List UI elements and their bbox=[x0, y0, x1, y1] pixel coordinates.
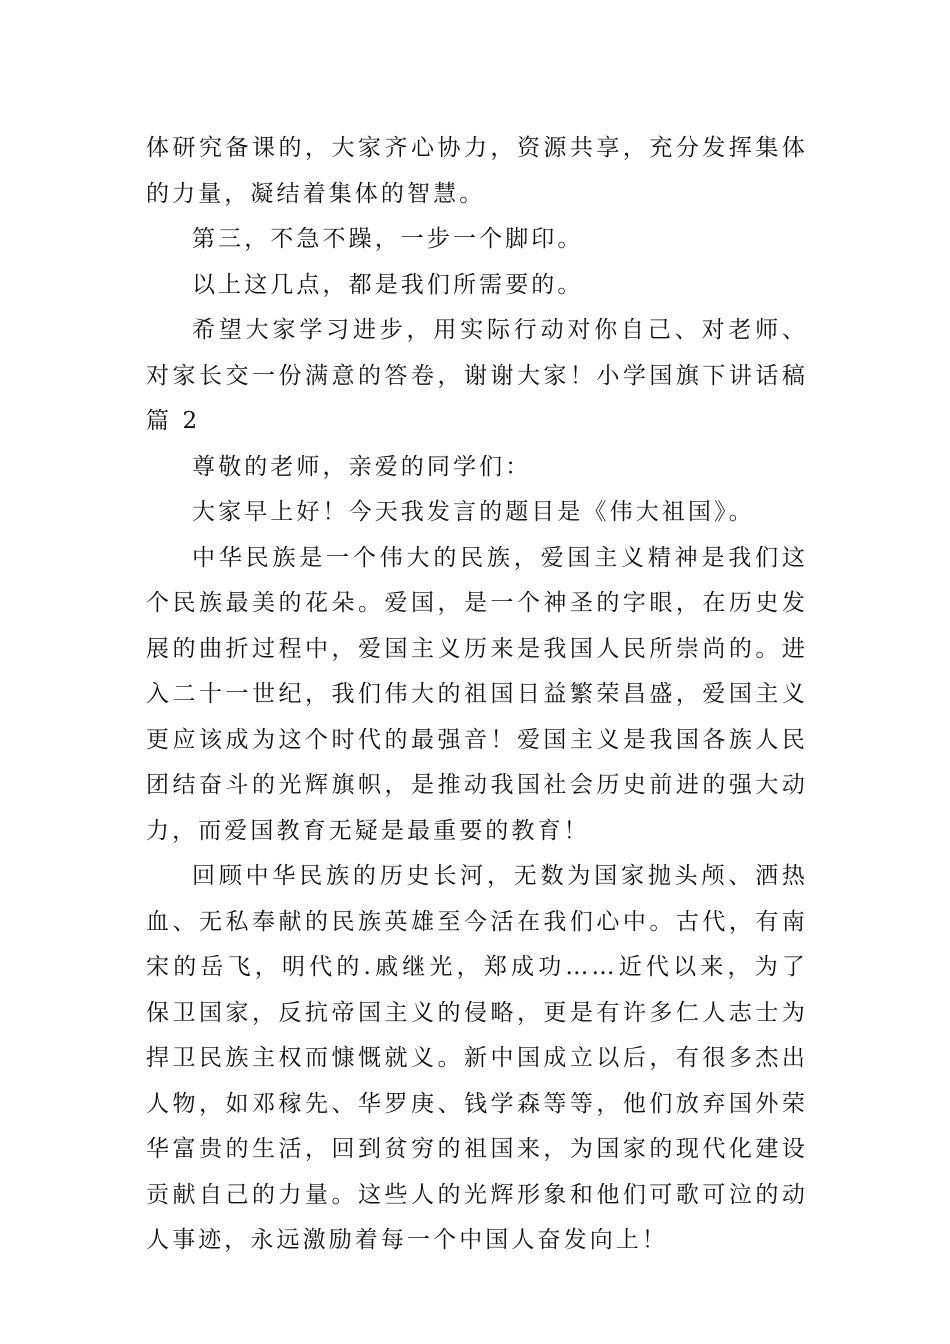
paragraph-patriotism: 中华民族是一个伟大的民族，爱国主义精神是我们这个民族最美的花朵。爱国，是一个神圣的字眼，在历史发展的曲折过程中，爱国主义历来是我国人民所崇尚的。进入二十一世纪，我们伟大的祖国日益繁荣昌盛，爱国主义更应该成为这个时代的最强音！爱国主义是我国各族人民团结奋斗的光辉旗帜，是推动我国社会历史前进的强大动力，而爱国教育无疑是最重要的教育！ bbox=[146, 544, 808, 844]
paragraph-closing: 希望大家学习进步，用实际行动对你自己、对老师、对家长交一份满意的答卷，谢谢大家！小学国旗下讲话稿篇 2 bbox=[146, 317, 808, 434]
paragraph-third-point: 第三，不急不躁，一步一个脚印。 bbox=[192, 226, 584, 252]
paragraph-greeting: 大家早上好！今天我发言的题目是《伟大祖国》。 bbox=[192, 499, 755, 525]
paragraph-summary: 以上这几点，都是我们所需要的。 bbox=[192, 271, 584, 298]
document-body bbox=[146, 126, 808, 1264]
paragraph-history: 回顾中华民族的历史长河，无数为国家抛头颅、洒热血、无私奉献的民族英雄至今活在我们心中。古代，有南宋的岳飞，明代的.戚继光，郑成功……近代以来，为了保卫国家，反抗帝国主义的侵略，更是有许多仁人志士为捍卫民族主权而慷慨就义。新中国成立以后，有很多杰出人物，如邓稼先、华罗庚、钱学森等等，他们放弃国外荣华富贵的生活，回到贫穷的祖国来，为国家的现代化建设贡献自己的力量。这些人的光辉形象和他们可歌可泣的动人事迹，永远激励着每一个中国人奋发向上！ bbox=[146, 863, 808, 1253]
paragraph-salutation: 尊敬的老师，亲爱的同学们： bbox=[192, 453, 532, 480]
paragraph-continued: 体研究备课的，大家齐心协力，资源共享，充分发挥集体的力量，凝结着集体的智慧。 bbox=[146, 135, 808, 207]
